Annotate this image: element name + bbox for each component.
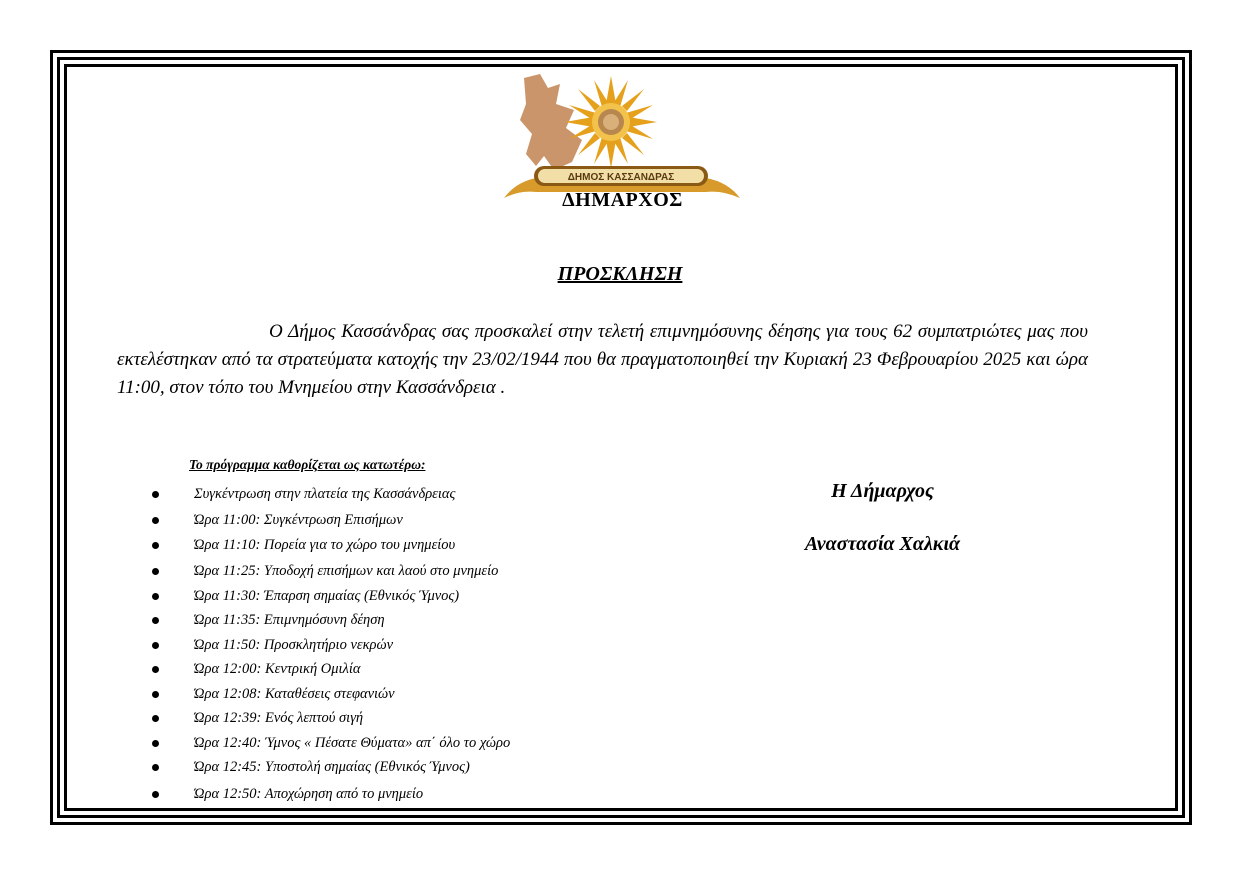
header-title: ΔΗΜΑΡΧΟΣ [562,189,683,211]
bullet-icon [152,593,159,600]
program-item-text: Ώρα 12:50: Αποχώρηση από το μνημείο [194,786,424,802]
program-item-text: Ώρα 12:45: Υποστολή σημαίας (Εθνικός Ύμνος) [194,759,470,775]
bullet-icon [152,517,159,524]
bullet-icon [152,691,159,698]
program-item-text: Συγκέντρωση στην πλατεία της Κασσάνδρειας [194,486,456,502]
svg-text:ΔΗΜΟΣ ΚΑΣΣΑΝΔΡΑΣ: ΔΗΜΟΣ ΚΑΣΣΑΝΔΡΑΣ [567,172,675,183]
bullet-icon [152,666,159,673]
program-item-text: Ώρα 11:50: Προσκλητήριο νεκρών [194,637,394,653]
bullet-icon [152,617,159,624]
program-heading: Το πρόγραμμα καθορίζεται ως κατωτέρω: [189,457,426,472]
invitation-text: Ο Δήμος Κασσάνδρας σας προσκαλεί στην τελετή επιμνημόσυνης δέησης για τους 62 συμπατριώτες μας που εκτελέστηκαν από τα στρατεύματα κατοχής την 23/02/1944 που θα πραγματοποιηθεί την Κυριακή 23 Φεβρουαρίου 2025 και ώρα 11:00, στον τόπο του Μνημείου στην Κασσάνδρεια . [117,321,1088,398]
program-item-text: Ώρα 12:40: Ύμνος « Πέσατε Θύματα» απ΄ όλο το χώρο [194,735,511,751]
program-item-text: Ώρα 11:25: Υποδοχή επισήμων και λαού στο μνημείο [194,563,499,579]
bullet-icon [152,715,159,722]
bullet-icon [152,568,159,575]
bullet-icon [152,642,159,649]
program-item-text: Ώρα 11:30: Έπαρση σημαίας (Εθνικός Ύμνος) [194,588,460,604]
bullet-icon [152,542,159,549]
bullet-icon [152,764,159,771]
program-item-text: Ώρα 12:39: Ενός λεπτού σιγή [194,710,364,726]
program-item-text: Ώρα 11:35: Επιμνημόσυνη δέηση [194,612,385,628]
program-item-text: Ώρα 12:08: Καταθέσεις στεφανιών [194,686,395,702]
signature-name: Αναστασία Χαλκιά [804,533,961,555]
program-item-text: Ώρα 11:00: Συγκέντρωση Επισήμων [194,512,403,528]
bullet-icon [152,791,159,798]
bullet-icon [152,740,159,747]
bullet-icon [152,491,159,498]
program-item-text: Ώρα 11:10: Πορεία για το χώρο του μνημείου [194,537,456,553]
signature-role: Η Δήμαρχος [831,480,934,502]
program-item-text: Ώρα 12:00: Κεντρική Ομιλία [194,661,361,677]
document-title: ΠΡΟΣΚΛΗΣΗ [557,263,683,285]
